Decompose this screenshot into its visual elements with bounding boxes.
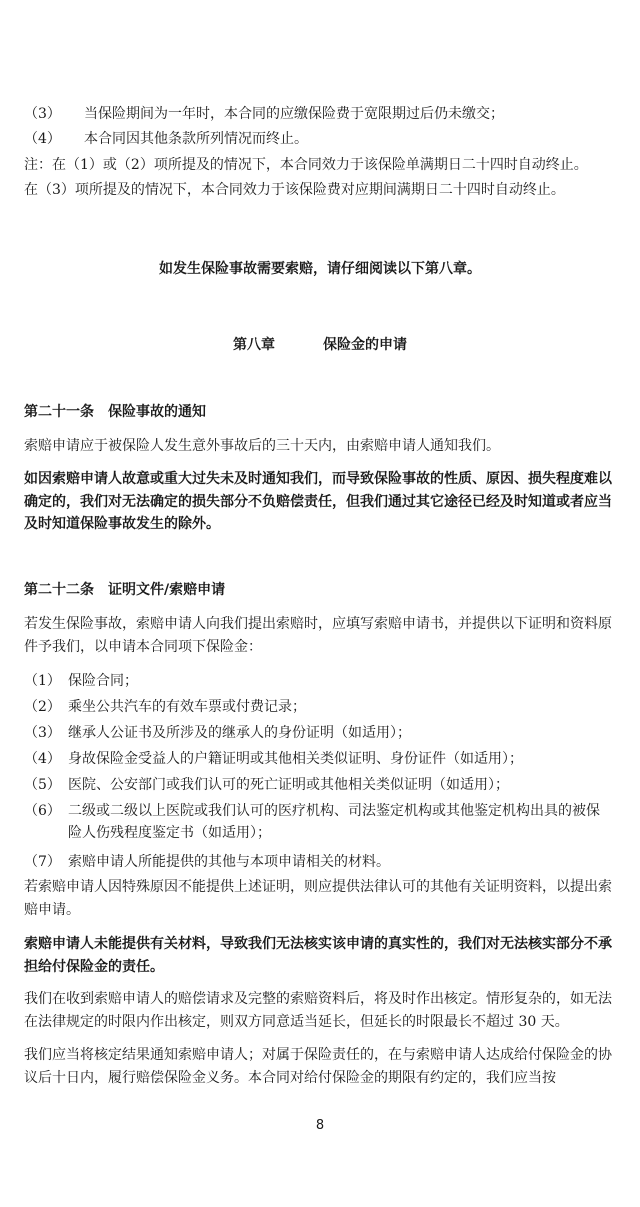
paragraph: 索赔申请应于被保险人发生意外事故后的三十天内，由索赔申请人通知我们。 <box>24 438 500 454</box>
note-line: 注：在（1）或（2）项所提及的情况下，本合同效力于该保险单满期日二十四时自动终止。 <box>24 157 588 173</box>
item-text: 二级或二级以上医院或我们认可的医疗机构、司法鉴定机构或其他鉴定机构出具的被保险人伤残程度鉴定书（如适用）； <box>68 803 600 841</box>
item-number: （2） <box>24 699 61 715</box>
list-item <box>24 774 624 796</box>
item-number: （4） <box>24 131 61 147</box>
item-number: （7） <box>24 854 61 870</box>
item-number: （3） <box>24 725 61 741</box>
list-item <box>24 670 624 692</box>
item-number: （6） <box>24 803 61 819</box>
item-text: 医院、公安部门或我们认可的死亡证明或其他相关类似证明（如适用）； <box>68 777 509 793</box>
article-heading: 第二十一条 保险事故的通知 <box>24 404 206 420</box>
item-text: 本合同因其他条款所列情况而终止。 <box>84 131 308 147</box>
list-item <box>24 722 624 744</box>
paragraph: 我们在收到索赔申请人的赔偿请求及完整的索赔资料后，将及时作出核定。情形复杂的，如无法在法律规定的时限内作出核定，则双方同意适当延长，但延长的时限最长不超过 30 天。 <box>24 991 612 1030</box>
item-text: 保险合同； <box>68 673 138 689</box>
bold-paragraph: 索赔申请人未能提供有关材料，导致我们无法核实该申请的真实性的，我们对无法核实部分不承担给付保险金的责任。 <box>24 936 612 975</box>
list-item <box>24 748 624 770</box>
claim-notice: 如发生保险事故需要索赔，请仔细阅读以下第八章。 <box>159 261 481 277</box>
article-heading: 第二十二条 证明文件/索赔申请 <box>24 582 226 598</box>
list-item <box>24 103 624 125</box>
item-text: 当保险期间为一年时，本合同的应缴保险费于宽限期过后仍未缴交； <box>84 106 504 122</box>
item-number: （5） <box>24 777 61 793</box>
list-item <box>24 851 624 873</box>
bold-paragraph: 如因索赔申请人故意或重大过失未及时通知我们，而导致保险事故的性质、原因、损失程度难以确定的，我们对无法确定的损失部分不负赔偿责任，但我们通过其它途径已经及时知道或者应当及时知道保险事故发生的除外。 <box>24 471 612 532</box>
list-item <box>24 128 624 150</box>
item-number: （1） <box>24 673 61 689</box>
chapter-heading <box>0 334 640 356</box>
item-number: （3） <box>24 106 61 122</box>
item-text: 继承人公证书及所涉及的继承人的身份证明（如适用）； <box>68 725 411 741</box>
item-text: 索赔申请人所能提供的其他与本项申请相关的材料。 <box>68 854 390 870</box>
chapter-number: 第八章 <box>233 337 275 353</box>
item-text: 乘坐公共汽车的有效车票或付费记录； <box>68 699 306 715</box>
page-number: 8 <box>315 1118 325 1133</box>
list-item <box>24 800 624 844</box>
note-line: 在（3）项所提及的情况下，本合同效力于该保险费对应期间满期日二十四时自动终止。 <box>24 182 565 198</box>
paragraph: 若发生保险事故，索赔申请人向我们提出索赔时，应填写索赔申请书，并提供以下证明和资料原件予我们，以申请本合同项下保险金： <box>24 616 612 655</box>
item-number: （4） <box>24 751 61 767</box>
chapter-title: 保险金的申请 <box>323 337 407 353</box>
item-text: 身故保险金受益人的户籍证明或其他相关类似证明、身份证件（如适用）； <box>68 751 523 767</box>
paragraph: 我们应当将核定结果通知索赔申请人；对属于保险责任的，在与索赔申请人达成给付保险金的协议后十日内，履行赔偿保险金义务。本合同对给付保险金的期限有约定的，我们应当按 <box>24 1047 612 1086</box>
list-item <box>24 696 624 718</box>
paragraph: 若索赔申请人因特殊原因不能提供上述证明，则应提供法律认可的其他有关证明资料，以提出索赔申请。 <box>24 879 612 918</box>
